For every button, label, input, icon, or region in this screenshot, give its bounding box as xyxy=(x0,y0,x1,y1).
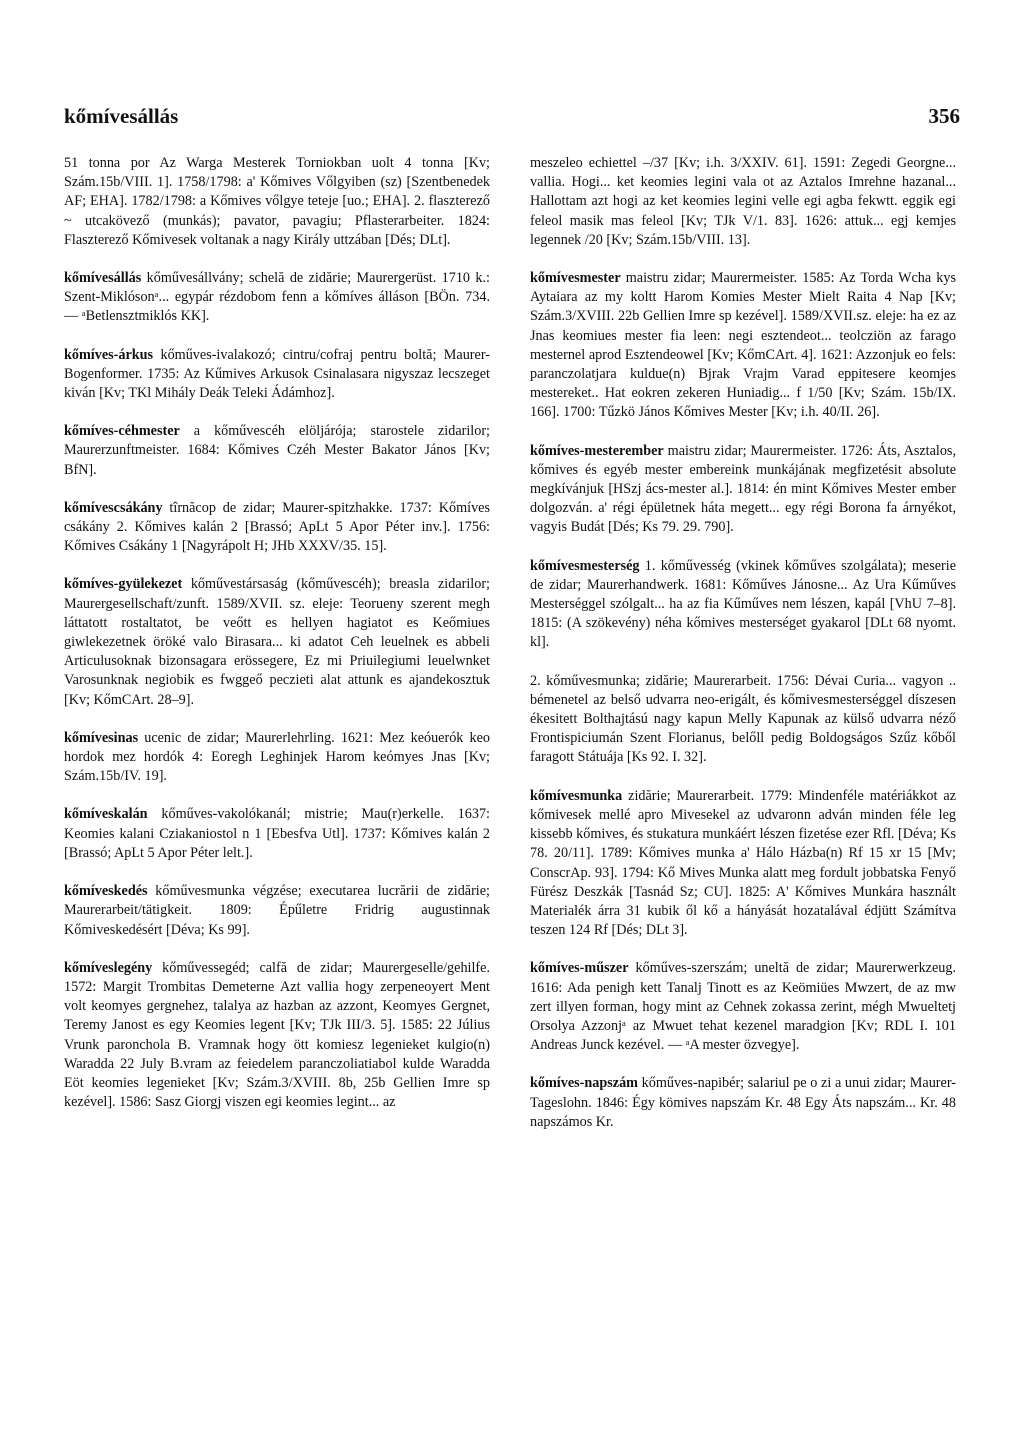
entry-text: zidărie; Maurerarbeit. 1779: Mindenféle matériákkot az kőmivesek mellé apro Mivesekel az udvaronn adván minden féle leg kissebb kőmives, és stukatura munkáért lészen fizetése ezer Rfl. [Déva; Ks 78. 20/11]. 1789: Kőmives munka a' Hálo Házba(n) Rf 15 xr 15 [Mv; ConscrAp. 93]. 1794: Kő Mives Munka alatt meg fordult jobbatska Fenyő Fürész Deszkák [Tasnád Sz; CU]. 1825: A' Kőmives Munkára használt Materialék árra 31 kubik ől kő a hányását hozatalával édjütt Számítva teszen 124 Rf [Dés; DLt 3]. xyxy=(530,787,956,939)
entry-text: tîrnăcop de zidar; Maurer-spitzhakke. 1737: Kőmíves csákány 2. Kőmives kalán 2 [Brassó; ApLt 5 Apor Péter inv.]. 1756: Kőmives Csákány 1 [Nagyrápolt H; JHb XXXV/35. 15]. xyxy=(64,499,490,555)
left-column xyxy=(64,154,490,1131)
dictionary-entry xyxy=(530,154,956,250)
entry-text: kőművessegéd; calfă de zidar; Maurergeselle/gehilfe. 1572: Margit Trombitas Demeterne Azt vallia hogy zerpeneoyert Ment volt keomyes gergnehez, talalya az hazban az azzont, Keomyes Gergnet, Teremy Janost es egy Keomies legent [Kv; TJk III/3. 5]. 1585: 22 Július Vrunk paronchola B. Vramnak hogy ött komiesz legenieket kulgio(n) Waradda 22 July B.vram az feiedelem paranczoliatiabol kulde Waradda Eöt keomies legenieket [Kv; Szám.3/XVIII. 8b, 25b Gellien Imre sp kezével]. 1586: Sasz Giorgj viszen egi keomies legint... az xyxy=(64,959,490,1111)
dictionary-entry xyxy=(530,1074,956,1132)
dictionary-entry xyxy=(64,959,490,1113)
dictionary-entry xyxy=(64,154,490,250)
entry-headword: kőmíveslegény xyxy=(64,959,153,976)
entry-text: 2. kőművesmunka; zidărie; Maurerarbeit. 1756: Dévai Curia... vagyon .. bémenetel az belső udvarra neo-erigált, és kőmivesmesterséggel díszesen ékesitett Bolthajtású nagy kapun Melly Kapunak az külső udvarra néző Frontispiciumán Szent Florianus, belőll pedig Boldogságos Szűz kőből faragott Státuája [Ks 92. I. 32]. xyxy=(530,672,956,766)
entry-text: kőművestársaság (kőművescéh); breasla zidarilor; Maurergesellschaft/zunft. 1589/XVII. sz. eleje: Teorueny szerent megh láttatott rostaltatot, be veőtt es hellyen hagiatot es Keőmiues giwlekezetnek öröké valo Birasara... ki adatot Ceh leuelnek es abbeli Articulusoknak bizonsagara erössegere, Ez mi Priuilegiumi leuelwnket Varosunknak negiobik es fwggeő peczieti alat attunk es ajandekosztuk [Kv; KőmCArt. 28–9]. xyxy=(64,576,490,708)
entry-text: ucenic de zidar; Maurerlehrling. 1621: Mez keóuerók keo hordok mez hordók 4: Eoregh Leghinjek Harom keómyes Jnas [Kv; Szám.15b/IV. 19]. xyxy=(64,729,490,785)
entry-headword: kőmívesmesterség xyxy=(530,557,640,574)
dictionary-entry xyxy=(64,422,490,480)
entry-text: kőműves-szerszám; uneltă de zidar; Maurerwerkzeug. 1616: Ada penigh kett Tanalj Tinott es az Keömiües Mwzert, de az mw zert illyen forman, hogy mint az Cehnek zokassa zerint, mégh Mwueltetj Orsolya Azzonjᵃ az Mwuet tehat kezenel maradgion [Kv; RDL I. 101 Andreas Junck kezével. — ᵃA mester özvegye]. xyxy=(530,960,956,1054)
entry-headword: kőmívesmunka xyxy=(530,787,623,804)
entry-text: kőművesállvány; schelă de zidărie; Maurergerüst. 1710 k.: Szent-Miklósonᵃ... egypár rézdobom fenn a kőmíves álláson [BÖn. 734. — ᵃBetlensztmiklós KK]. xyxy=(64,270,490,325)
dictionary-entry xyxy=(530,787,956,941)
dictionary-entry xyxy=(64,805,490,863)
dictionary-entry xyxy=(530,557,956,653)
entry-headword: kőmíves-gyülekezet xyxy=(64,576,183,593)
dictionary-entry xyxy=(530,672,956,768)
entry-text: kőműves-vakolókanál; mistrie; Mau(r)erkelle. 1637: Keomies kalani Cziakaniostol n 1 [Ebesfva Utl]. 1737: Kőmives kalán 2 [Brassó; ApLt 5 Apor Péter lelt.]. xyxy=(64,806,490,861)
dictionary-entry xyxy=(64,575,490,709)
header-headword: kőmívesállás xyxy=(64,104,179,128)
entry-text: a kőművescéh elöljárója; starostele zidarilor; Maurerzunftmeister. 1684: Kőmives Czéh Mester Bakator János [Kv; BfN]. xyxy=(64,423,490,478)
entry-text: kőművesmunka végzése; executarea lucrării de zidărie; Maurerarbeit/tätigkeit. 1809: Épűletre Fridrig augustinnak Kőmiveskedésért [Déva; Ks 99]. xyxy=(64,883,490,938)
dictionary-entry xyxy=(530,959,956,1055)
entry-text: kőműves-napibér; salariul pe o zi a unui zidar; Maurer-Tageslohn. 1846: Égy kömives napszám Kr. 48 Egy Áts napszám... Kr. 48 napszámos Kr. xyxy=(530,1075,956,1130)
entry-headword: kőmíves-árkus xyxy=(64,346,154,363)
dictionary-entry xyxy=(64,346,490,404)
dictionary-entry xyxy=(64,269,490,327)
entry-headword: kőmívesinas xyxy=(64,729,139,746)
running-head xyxy=(64,104,960,129)
entry-text: maistru zidar; Maurermeister. 1585: Az Torda Wcha kys Aytaiara az my koltt Harom Komies Mester Mielt Raita 4 Nap [Kv; Szám.3/XVIII. 22b Gellien Imre sp kezével]. 1589/XVII.sz. eleje: ha ez az Jnas keomiues mester fia leen: negi esztendeot... teolcziön az farago mesternel aprod Esztendeowel [Kv; KőmCArt. 4]. 1621: Azzonjuk eo fels: paranczolatjara kuldue(n) Bjrak Vrajm Varad eppitesere keomjes mestereket.. Hat eokren zekeren Huniadig... f 1/50 [Kv; Szám. 15b/IX. 166]. 1700: Tűzkö János Kőmives Mester [Kv; i.h. 40/II. 26]. xyxy=(530,270,956,421)
entry-headword: kőmívescsákány xyxy=(64,499,163,516)
entry-headword: kőmíves-céhmester xyxy=(64,423,180,440)
entry-headword: kőmíveskalán xyxy=(64,806,148,823)
entry-text: 1. kőművesség (vkinek kőműves szolgálata); meserie de zidar; Maurerhandwerk. 1681: Kőműves Jánosne... Az Ura Kűműves Mesterséggel szólgalt... ha az fia Kűműves nem lészen, kapál [VhU 7–8]. 1815: (A szökevény) néha kőmives mesterséget gyakarol [DLt 68 nyomt. kl]. xyxy=(530,557,956,651)
dictionary-entry xyxy=(530,442,956,538)
dictionary-entry xyxy=(530,269,956,423)
entry-headword: kőmívesállás xyxy=(64,270,142,287)
entry-text: meszeleo echiettel –/37 [Kv; i.h. 3/XXIV. 61]. 1591: Zegedi Georgne... vallia. Hogi... ket keomies legini vala ot az Aztalos Imrehne hazanal... Hallottam azt hogi az ket keomies legini velle egi agba fekwtt. eggik egi feleol masik mas feleol [Kv; TJk V/1. 83]. 1626: attuk... egj kemjes legennek /20 [Kv; Szám.15b/VIII. 13]. xyxy=(530,155,956,248)
entry-text: maistru zidar; Maurermeister. 1726: Áts, Asztalos, kőmives és egyéb mester embereink munkájának megfizetésit absolute megkívánjuk [HSzj ács-mester al.]. 1814: én mint Kőmives Mester ember dolgozván. a' régi épületnek háta megett... egy régi Borona fa árnyékot, vagyis Budát [Dés; Ks 79. 29. 790]. xyxy=(530,442,956,536)
entry-headword: kőmíves-mesterember xyxy=(530,442,664,459)
page-number: 356 xyxy=(928,104,960,128)
entry-headword: kőmíveskedés xyxy=(64,883,148,900)
dictionary-entry xyxy=(64,729,490,787)
entry-text: kőműves-ivalakozó; cintru/cofraj pentru boltă; Maurer-Bogenformer. 1735: Az Kűmives Arkusok Csinalasara nigyszaz lecszeget kiván [Kv; TKl Mihály Deák Teleki Ádámhoz]. xyxy=(64,346,490,402)
entry-headword: kőmívesmester xyxy=(530,270,621,287)
dictionary-entry xyxy=(64,499,490,557)
dictionary-entry xyxy=(64,882,490,940)
entry-headword: kőmíves-műszer xyxy=(530,960,629,977)
entry-headword: kőmíves-napszám xyxy=(530,1075,638,1092)
entry-text: 51 tonna por Az Warga Mesterek Torniokban uolt 4 tonna [Kv; Szám.15b/VIII. 1]. 1758/1798: a' Kőmives Vőlgyiben (sz) [Szentbenedek AF; EHA]. 1782/1798: a Kőmives vőlgye teteje [uo.; EHA]. 2. flaszterező ~ utcakövező (munkás); pavator, pavagiu; Pflasterarbeiter. 1824: Flaszterező Kőmivesek voltanak a nagy Király uttzában [Dés; DLt]. xyxy=(64,155,490,248)
right-column xyxy=(530,154,956,1151)
